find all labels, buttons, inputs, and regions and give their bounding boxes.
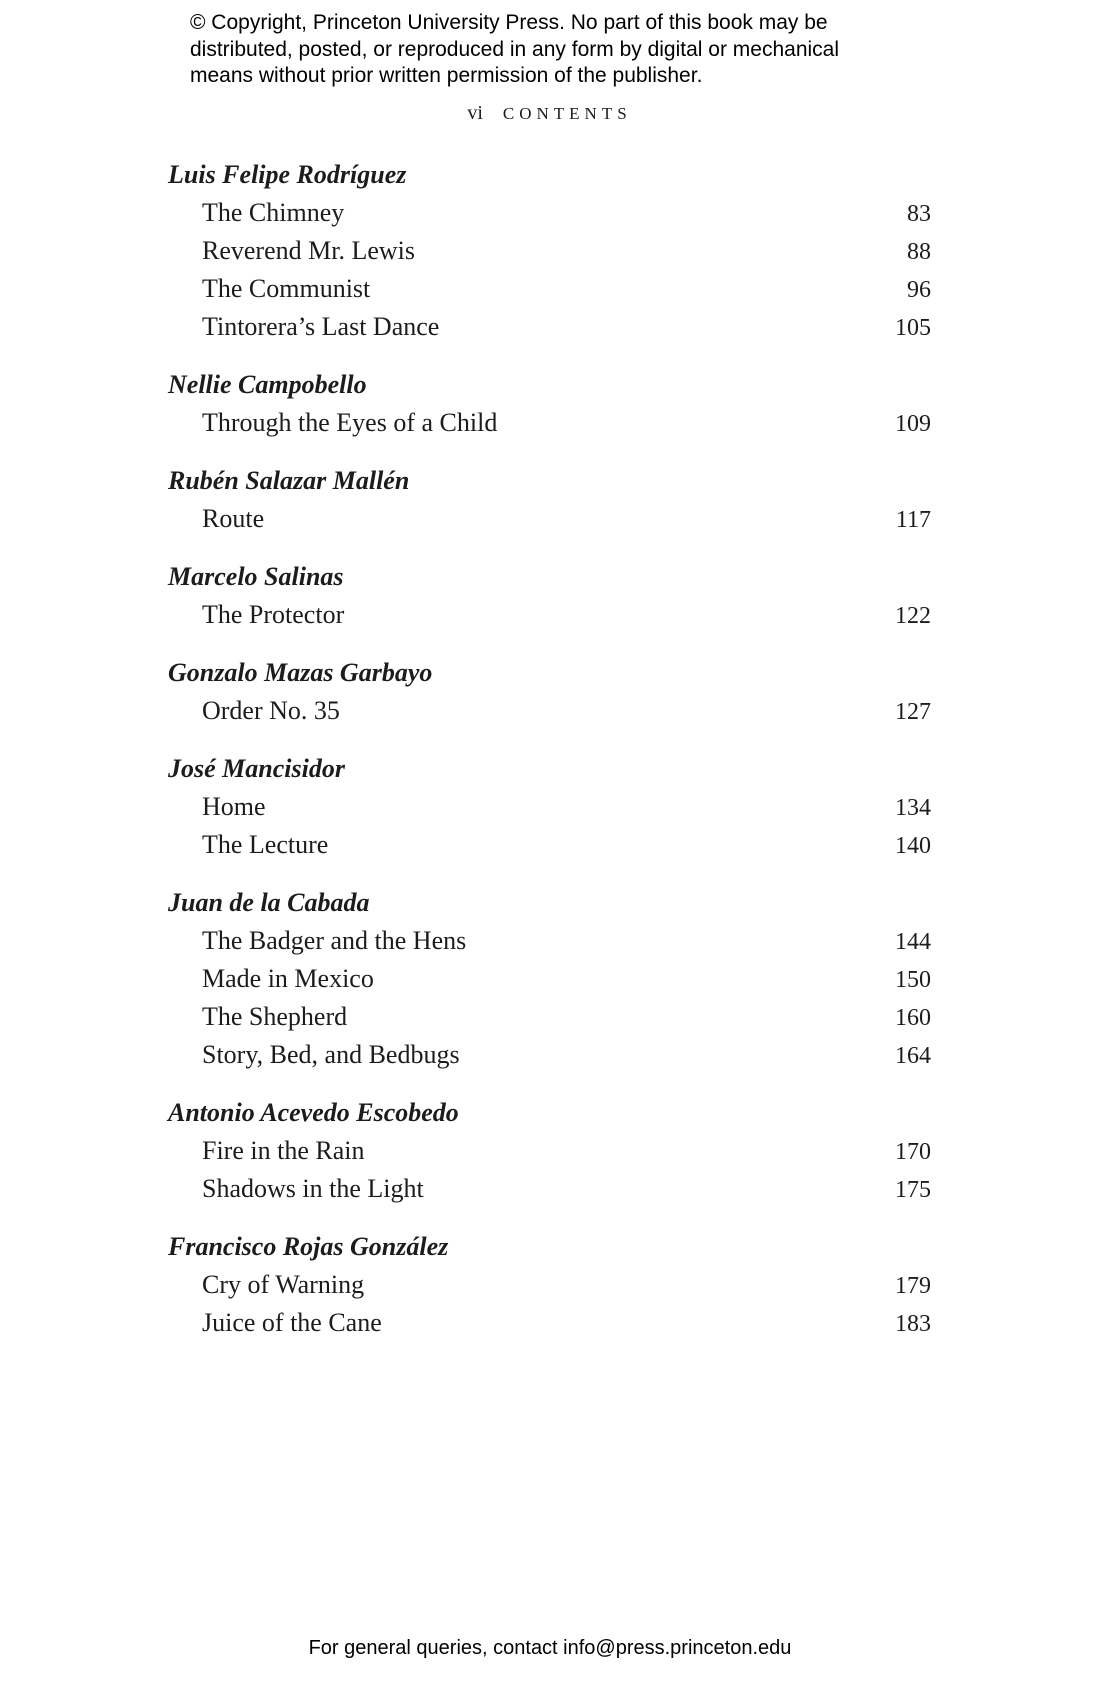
toc-entry (168, 1036, 931, 1074)
author-name: Antonio Acevedo Escobedo (168, 1098, 459, 1127)
table-of-contents (168, 156, 931, 1342)
running-head (168, 102, 931, 125)
entry-title: Fire in the Rain (202, 1136, 365, 1165)
entry-title: Story, Bed, and Bedbugs (202, 1040, 460, 1069)
author-name: Marcelo Salinas (168, 562, 344, 591)
toc-entry (168, 404, 931, 442)
entry-page-number: 170 (895, 1139, 931, 1165)
toc-entry (168, 194, 931, 232)
entry-page-number: 160 (895, 1005, 931, 1031)
toc-entry (168, 308, 931, 346)
entry-title: The Communist (202, 274, 371, 303)
entry-title: The Chimney (202, 198, 345, 227)
copyright-notice (190, 10, 910, 90)
toc-section (168, 1228, 931, 1342)
contents-heading: CONTENTS (502, 104, 632, 123)
entry-title: The Shepherd (202, 1002, 348, 1031)
entry-page-number: 175 (895, 1177, 931, 1203)
entry-page-number: 109 (895, 411, 931, 437)
copyright-notice-line: means without prior written permission of the publisher. (190, 64, 703, 87)
entry-title: Cry of Warning (202, 1270, 365, 1299)
author-name: José Mancisidor (168, 754, 345, 783)
entry-page-number: 122 (895, 603, 931, 629)
author-name: Nellie Campobello (168, 370, 367, 399)
toc-section (168, 654, 931, 730)
entry-title: Route (202, 504, 265, 533)
toc-entry (168, 1170, 931, 1208)
toc-section (168, 1094, 931, 1208)
toc-entry (168, 788, 931, 826)
toc-section (168, 366, 931, 442)
toc-entry (168, 1132, 931, 1170)
entry-title: The Badger and the Hens (202, 926, 467, 955)
entry-page-number: 179 (895, 1273, 931, 1299)
toc-section (168, 750, 931, 864)
copyright-notice-line: © Copyright, Princeton University Press. No part of this book may be (190, 11, 828, 34)
entry-title: Made in Mexico (202, 964, 374, 993)
entry-page-number: 88 (907, 239, 931, 265)
copyright-notice-line: distributed, posted, or reproduced in any form by digital or mechanical (190, 37, 840, 61)
toc-entry (168, 998, 931, 1036)
toc-entry (168, 232, 931, 270)
entry-title: The Lecture (202, 830, 329, 859)
toc-entry (168, 960, 931, 998)
toc-entry (168, 596, 931, 634)
toc-entry (168, 692, 931, 730)
entry-title: Juice of the Cane (202, 1308, 382, 1337)
entry-page-number: 134 (895, 795, 931, 821)
entry-page-number: 164 (895, 1043, 931, 1069)
toc-entry (168, 826, 931, 864)
entry-title: Home (202, 792, 266, 821)
entry-title: Tintorera’s Last Dance (202, 312, 440, 341)
author-name: Luis Felipe Rodríguez (168, 160, 407, 189)
entry-page-number: 96 (907, 277, 931, 303)
entry-title: Order No. 35 (202, 696, 340, 725)
entry-title: Reverend Mr. Lewis (202, 236, 416, 265)
entry-title: Shadows in the Light (202, 1174, 424, 1203)
author-name: Gonzalo Mazas Garbayo (168, 658, 433, 687)
folio-page-number: vi (467, 102, 483, 124)
author-name: Juan de la Cabada (168, 888, 370, 917)
entry-page-number: 105 (895, 315, 931, 341)
queries-footer-text: For general queries, contact info@press.princeton.edu (308, 1637, 792, 1659)
toc-entry (168, 922, 931, 960)
toc-entry (168, 1266, 931, 1304)
toc-entry (168, 270, 931, 308)
entry-page-number: 150 (895, 967, 931, 993)
toc-entry (168, 1304, 931, 1342)
toc-section (168, 558, 931, 634)
toc-section (168, 884, 931, 1074)
toc-section (168, 156, 931, 346)
toc-entry (168, 500, 931, 538)
entry-page-number: 83 (907, 201, 931, 227)
entry-title: The Protector (202, 600, 345, 629)
entry-page-number: 183 (895, 1311, 931, 1337)
author-name: Francisco Rojas González (168, 1232, 449, 1261)
toc-section (168, 462, 931, 538)
entry-page-number: 140 (895, 833, 931, 859)
entry-title: Through the Eyes of a Child (202, 408, 498, 437)
entry-page-number: 144 (895, 929, 931, 955)
author-name: Rubén Salazar Mallén (168, 466, 410, 495)
queries-footer (0, 1637, 1100, 1660)
entry-page-number: 117 (895, 507, 931, 533)
entry-page-number: 127 (895, 699, 931, 725)
